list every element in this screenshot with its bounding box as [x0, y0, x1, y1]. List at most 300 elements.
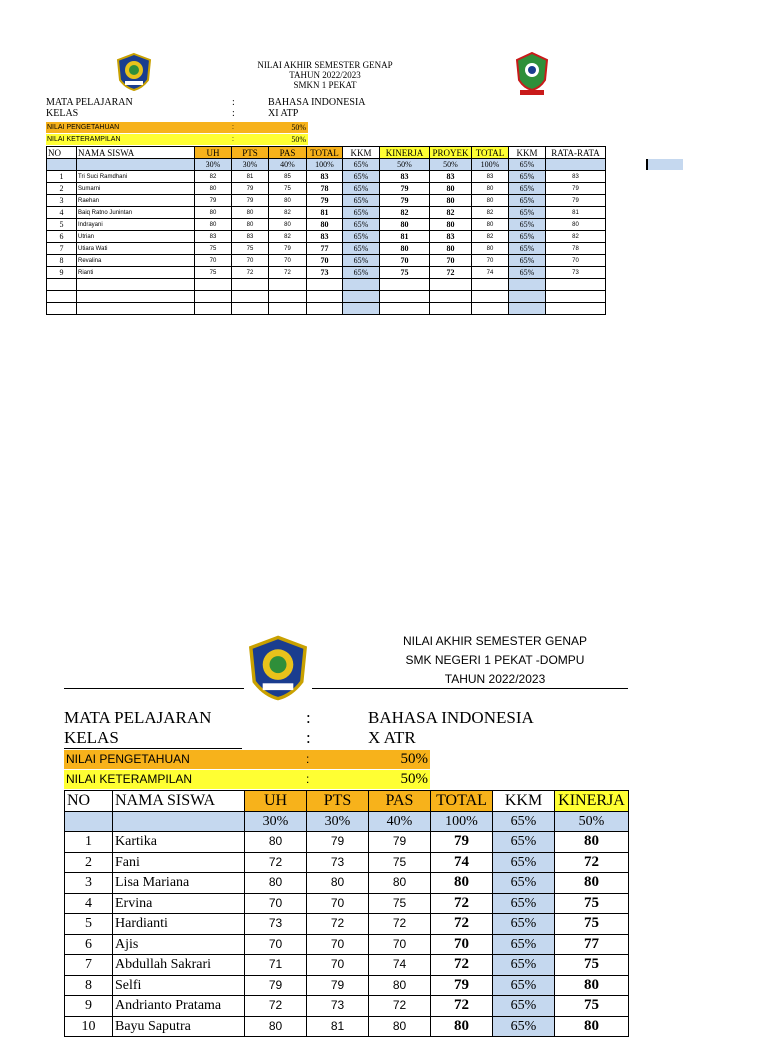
table-cell: 70	[307, 255, 343, 267]
table-cell: 73	[307, 996, 369, 1017]
table-cell	[269, 279, 307, 291]
col-total-header: TOTAL	[431, 791, 493, 812]
table-cell	[430, 291, 472, 303]
table-cell: 79	[431, 975, 493, 996]
subject-info	[46, 97, 446, 119]
table-cell	[269, 291, 307, 303]
weight-cell: 30%	[232, 159, 269, 171]
skill-label: NILAI KETERAMPILAN	[47, 136, 121, 143]
table-cell: Ajis	[113, 934, 245, 955]
title-line: SMKN 1 PEKAT	[293, 80, 357, 90]
class-label: KELAS	[64, 728, 119, 747]
table-cell: 65%	[509, 231, 546, 243]
table-row	[47, 171, 606, 183]
table-cell	[307, 291, 343, 303]
skill-value: 50%	[291, 135, 306, 144]
table-cell: 82	[195, 171, 232, 183]
weight-cell: 100%	[307, 159, 343, 171]
table-cell: 4	[47, 207, 77, 219]
subject-label: MATA PELAJARAN	[64, 708, 212, 727]
table-cell: 65%	[343, 231, 380, 243]
table-row	[47, 207, 606, 219]
table-cell: Selfi	[113, 975, 245, 996]
table-cell: 2	[65, 852, 113, 873]
table-cell: 70	[369, 934, 431, 955]
table-cell: 65%	[493, 975, 555, 996]
table-cell: 82	[472, 231, 509, 243]
table-cell: 77	[555, 934, 629, 955]
table-cell: 72	[369, 996, 431, 1017]
table-cell: 80	[431, 873, 493, 894]
table-cell	[430, 279, 472, 291]
table-cell: 79	[431, 832, 493, 853]
table-cell: 75	[555, 955, 629, 976]
weight-cell: 40%	[269, 159, 307, 171]
table-cell: 80	[232, 207, 269, 219]
table-cell: 70	[546, 255, 606, 267]
table-cell: 80	[380, 243, 430, 255]
separator: :	[306, 752, 310, 766]
weight-cell: 100%	[472, 159, 509, 171]
table-cell: Revalina	[77, 255, 195, 267]
col-no-header: NO	[65, 791, 113, 812]
table-cell: 82	[380, 207, 430, 219]
table-cell: 1	[47, 171, 77, 183]
table-cell: 75	[269, 183, 307, 195]
table-cell: 72	[555, 852, 629, 873]
table-cell: 2	[47, 183, 77, 195]
table-cell: 80	[232, 219, 269, 231]
table-cell: 80	[472, 219, 509, 231]
table-row	[65, 893, 629, 914]
table-cell: 72	[431, 893, 493, 914]
weight-cell: 40%	[369, 811, 431, 832]
table-cell	[430, 303, 472, 315]
table-cell: Hardianti	[113, 914, 245, 935]
table-cell: 65%	[493, 955, 555, 976]
table-cell: 7	[65, 955, 113, 976]
title-line: NILAI AKHIR SEMESTER GENAP	[257, 60, 393, 70]
table-cell: Abdullah Sakrari	[113, 955, 245, 976]
table-cell	[47, 303, 77, 315]
table-cell: 79	[546, 183, 606, 195]
table-cell: 80	[195, 219, 232, 231]
table-cell: 80	[555, 832, 629, 853]
table-cell: 80	[430, 195, 472, 207]
weight-cell: 50%	[380, 159, 430, 171]
table-cell: 70	[430, 255, 472, 267]
table-cell: 70	[431, 934, 493, 955]
table-cell: Tri Suci Ramdhani	[77, 171, 195, 183]
table-cell	[546, 303, 606, 315]
table-cell: 80	[307, 219, 343, 231]
table-cell: 83	[472, 171, 509, 183]
col-uh-header: UH	[195, 147, 232, 159]
table-cell: 79	[369, 832, 431, 853]
table-cell: 8	[47, 255, 77, 267]
col-kinerja-header: KINERJA	[380, 147, 430, 159]
table-cell: Rianti	[77, 267, 195, 279]
knowledge-value: 50%	[291, 123, 306, 132]
table-cell: 65%	[509, 195, 546, 207]
table-cell: 83	[307, 231, 343, 243]
table-cell	[472, 291, 509, 303]
table-cell: 65%	[493, 996, 555, 1017]
table-cell: 65%	[493, 873, 555, 894]
table-cell: 65%	[509, 171, 546, 183]
table-cell: 80	[195, 183, 232, 195]
table-row	[47, 267, 606, 279]
table-cell: 75	[195, 267, 232, 279]
subject-info	[64, 708, 624, 748]
table-cell: 75	[195, 243, 232, 255]
table-cell: 65%	[493, 1016, 555, 1037]
weight-cell	[77, 159, 195, 171]
table-cell: 78	[307, 183, 343, 195]
table-cell: 65%	[493, 852, 555, 873]
col-total2-header: TOTAL	[472, 147, 509, 159]
table-cell: 80	[430, 243, 472, 255]
table-cell: 80	[430, 219, 472, 231]
knowledge-weight-row	[64, 750, 430, 769]
weight-cell: 65%	[509, 159, 546, 171]
table-cell: 70	[245, 893, 307, 914]
table-cell: 65%	[509, 219, 546, 231]
col-average-header: RATA-RATA	[546, 147, 606, 159]
table-cell: 72	[431, 955, 493, 976]
skill-weight-row	[46, 134, 308, 145]
stray-cell	[646, 159, 683, 170]
table-cell	[307, 279, 343, 291]
table-cell: 65%	[343, 243, 380, 255]
table-cell: 65%	[509, 207, 546, 219]
table-cell: 70	[195, 255, 232, 267]
grades-table	[64, 790, 629, 1037]
table-cell: 72	[431, 996, 493, 1017]
table-cell: 5	[47, 219, 77, 231]
knowledge-label: NILAI PENGETAHUAN	[47, 124, 120, 131]
table-cell	[77, 279, 195, 291]
col-kkm2-header: KKM	[509, 147, 546, 159]
table-row	[65, 914, 629, 935]
table-cell: 65%	[343, 183, 380, 195]
table-cell	[343, 303, 380, 315]
weight-cell: 30%	[245, 811, 307, 832]
table-row	[47, 195, 606, 207]
table-cell: 82	[269, 231, 307, 243]
table-cell: 4	[65, 893, 113, 914]
class-value: XI ATP	[268, 108, 299, 119]
table-cell: 82	[430, 207, 472, 219]
table-cell: 6	[65, 934, 113, 955]
col-name-header: NAMA SISWA	[77, 147, 195, 159]
table-cell: 65%	[493, 914, 555, 935]
table-cell: 70	[307, 934, 369, 955]
table-cell: 75	[555, 893, 629, 914]
table-cell: 80	[472, 243, 509, 255]
table-cell	[77, 303, 195, 315]
skill-value: 50%	[400, 771, 428, 787]
table-cell	[509, 291, 546, 303]
separator: :	[232, 97, 235, 108]
class-value: X ATR	[368, 728, 416, 747]
table-row	[47, 243, 606, 255]
table-cell: 81	[380, 231, 430, 243]
table-cell: 10	[65, 1016, 113, 1037]
table-cell	[195, 291, 232, 303]
table-cell: 65%	[343, 195, 380, 207]
table-cell: 80	[245, 832, 307, 853]
table-cell: 83	[546, 171, 606, 183]
table-cell: 65%	[493, 934, 555, 955]
table-cell: 80	[472, 183, 509, 195]
table-cell: 70	[472, 255, 509, 267]
table-cell: 80	[195, 207, 232, 219]
table-cell: 80	[245, 1016, 307, 1037]
table-cell: 75	[369, 852, 431, 873]
table-cell: 83	[307, 171, 343, 183]
header-row	[65, 791, 629, 812]
table-cell: 81	[546, 207, 606, 219]
table-cell: 80	[380, 219, 430, 231]
table-cell: 81	[232, 171, 269, 183]
table-cell: 70	[380, 255, 430, 267]
header-row	[47, 147, 606, 159]
table-cell	[307, 303, 343, 315]
table-row	[65, 832, 629, 853]
table-cell	[546, 291, 606, 303]
separator: :	[306, 728, 311, 747]
table-row	[65, 873, 629, 894]
table-cell: 74	[431, 852, 493, 873]
grade-sheet-xi-atp	[0, 0, 768, 330]
table-cell: 75	[555, 996, 629, 1017]
weight-cell: 100%	[431, 811, 493, 832]
weight-cell	[65, 811, 113, 832]
table-cell: 65%	[343, 171, 380, 183]
table-cell: 65%	[493, 832, 555, 853]
divider	[64, 688, 244, 689]
table-cell: 72	[269, 267, 307, 279]
separator: :	[232, 124, 234, 131]
table-cell: 74	[369, 955, 431, 976]
table-cell	[509, 279, 546, 291]
table-cell: 80	[430, 183, 472, 195]
table-row	[65, 975, 629, 996]
table-cell	[343, 279, 380, 291]
table-cell: 80	[546, 219, 606, 231]
table-cell	[47, 291, 77, 303]
col-kkm-header: KKM	[493, 791, 555, 812]
table-cell: Sumarni	[77, 183, 195, 195]
table-cell	[232, 291, 269, 303]
weights-row	[65, 811, 629, 832]
table-cell: Andrianto Pratama	[113, 996, 245, 1017]
table-cell: 81	[307, 1016, 369, 1037]
weight-cell: 50%	[430, 159, 472, 171]
weight-cell	[47, 159, 77, 171]
table-row	[47, 231, 606, 243]
table-cell: 80	[369, 1016, 431, 1037]
grades-table	[46, 146, 606, 315]
table-cell: 81	[307, 207, 343, 219]
subject-label: MATA PELAJARAN	[46, 97, 133, 108]
table-cell: 72	[245, 852, 307, 873]
knowledge-label: NILAI PENGETAHUAN	[66, 752, 190, 766]
provincial-emblem-icon	[114, 52, 154, 92]
table-cell: 70	[269, 255, 307, 267]
table-cell: 73	[307, 852, 369, 873]
table-cell: 82	[546, 231, 606, 243]
table-cell: 65%	[509, 255, 546, 267]
table-cell: 65%	[509, 183, 546, 195]
table-cell: 78	[546, 243, 606, 255]
table-cell: 72	[430, 267, 472, 279]
table-cell: 79	[307, 195, 343, 207]
table-cell: Baiq Ratno Junintan	[77, 207, 195, 219]
table-cell: 70	[307, 955, 369, 976]
table-cell: Raehan	[77, 195, 195, 207]
subject-value: BAHASA INDONESIA	[268, 97, 366, 108]
table-cell: 73	[245, 914, 307, 935]
table-cell: 5	[65, 914, 113, 935]
class-label: KELAS	[46, 108, 79, 119]
col-no-header: NO	[47, 147, 77, 159]
table-cell: 65%	[343, 267, 380, 279]
table-cell: Lisa Mariana	[113, 873, 245, 894]
col-total-header: TOTAL	[307, 147, 343, 159]
weight-cell: 50%	[555, 811, 629, 832]
col-pts-header: PTS	[307, 791, 369, 812]
table-row	[47, 183, 606, 195]
knowledge-value: 50%	[400, 751, 428, 767]
table-cell: 70	[232, 255, 269, 267]
table-cell: 80	[555, 873, 629, 894]
table-cell: 77	[307, 243, 343, 255]
empty-row	[47, 279, 606, 291]
table-cell: 8	[65, 975, 113, 996]
table-cell: 80	[369, 873, 431, 894]
weight-cell: 65%	[493, 811, 555, 832]
divider	[312, 688, 628, 689]
table-cell: 1	[65, 832, 113, 853]
table-cell: 65%	[493, 893, 555, 914]
table-cell: 6	[47, 231, 77, 243]
table-cell: 9	[65, 996, 113, 1017]
col-proyek-header: PROYEK	[430, 147, 472, 159]
col-kinerja-header: KINERJA	[555, 791, 629, 812]
sheet-title	[220, 60, 430, 90]
table-cell: Bayu Saputra	[113, 1016, 245, 1037]
separator: :	[306, 708, 311, 727]
skill-label: NILAI KETERAMPILAN	[66, 772, 193, 786]
table-cell: 79	[232, 183, 269, 195]
table-cell: 85	[269, 171, 307, 183]
table-cell: Fani	[113, 852, 245, 873]
table-cell: 65%	[343, 219, 380, 231]
table-row	[65, 996, 629, 1017]
table-cell: 83	[430, 171, 472, 183]
table-cell: 75	[380, 267, 430, 279]
table-cell: 72	[245, 996, 307, 1017]
table-cell: 80	[245, 873, 307, 894]
table-cell	[509, 303, 546, 315]
table-cell	[343, 291, 380, 303]
table-cell: Kartika	[113, 832, 245, 853]
empty-row	[47, 291, 606, 303]
skill-weight-row	[64, 770, 430, 789]
table-cell: 70	[245, 934, 307, 955]
table-cell	[380, 279, 430, 291]
subject-value: BAHASA INDONESIA	[368, 708, 534, 727]
sheet-title	[360, 632, 630, 689]
separator: :	[232, 136, 234, 143]
table-row	[47, 255, 606, 267]
table-cell: 9	[47, 267, 77, 279]
table-cell: 80	[555, 1016, 629, 1037]
table-cell: 74	[472, 267, 509, 279]
table-row	[65, 955, 629, 976]
provincial-emblem-icon	[244, 634, 312, 702]
table-cell: 79	[195, 195, 232, 207]
table-cell: 65%	[509, 267, 546, 279]
table-cell: 83	[195, 231, 232, 243]
table-cell: 79	[380, 183, 430, 195]
table-cell	[380, 291, 430, 303]
table-cell	[269, 303, 307, 315]
table-cell: 71	[245, 955, 307, 976]
title-line: SMK NEGERI 1 PEKAT -DOMPU	[405, 653, 585, 667]
table-row	[65, 934, 629, 955]
table-cell: 73	[307, 267, 343, 279]
table-row	[65, 852, 629, 873]
weights-row	[47, 159, 606, 171]
col-name-header: NAMA SISWA	[113, 791, 245, 812]
weight-cell	[546, 159, 606, 171]
table-cell	[195, 303, 232, 315]
table-cell: 79	[380, 195, 430, 207]
table-cell: 80	[431, 1016, 493, 1037]
col-kkm-header: KKM	[343, 147, 380, 159]
table-cell: 83	[430, 231, 472, 243]
table-cell: 79	[269, 243, 307, 255]
table-cell	[77, 291, 195, 303]
knowledge-weight-row	[46, 122, 308, 133]
table-cell: 80	[555, 975, 629, 996]
table-cell: 3	[47, 195, 77, 207]
separator: :	[232, 108, 235, 119]
table-cell: 80	[269, 195, 307, 207]
table-cell: 79	[232, 195, 269, 207]
table-cell: 83	[232, 231, 269, 243]
table-cell: 75	[232, 243, 269, 255]
table-cell: 3	[65, 873, 113, 894]
table-cell: 79	[546, 195, 606, 207]
table-cell: 65%	[509, 243, 546, 255]
table-cell: 72	[431, 914, 493, 935]
table-cell: 80	[269, 219, 307, 231]
col-pts-header: PTS	[232, 147, 269, 159]
weight-cell	[113, 811, 245, 832]
table-cell	[232, 303, 269, 315]
table-cell	[380, 303, 430, 315]
table-cell: 65%	[343, 207, 380, 219]
table-cell: 80	[472, 195, 509, 207]
table-cell: Ervina	[113, 893, 245, 914]
table-cell: 72	[369, 914, 431, 935]
table-cell: Utiara Wati	[77, 243, 195, 255]
table-cell: 72	[307, 914, 369, 935]
